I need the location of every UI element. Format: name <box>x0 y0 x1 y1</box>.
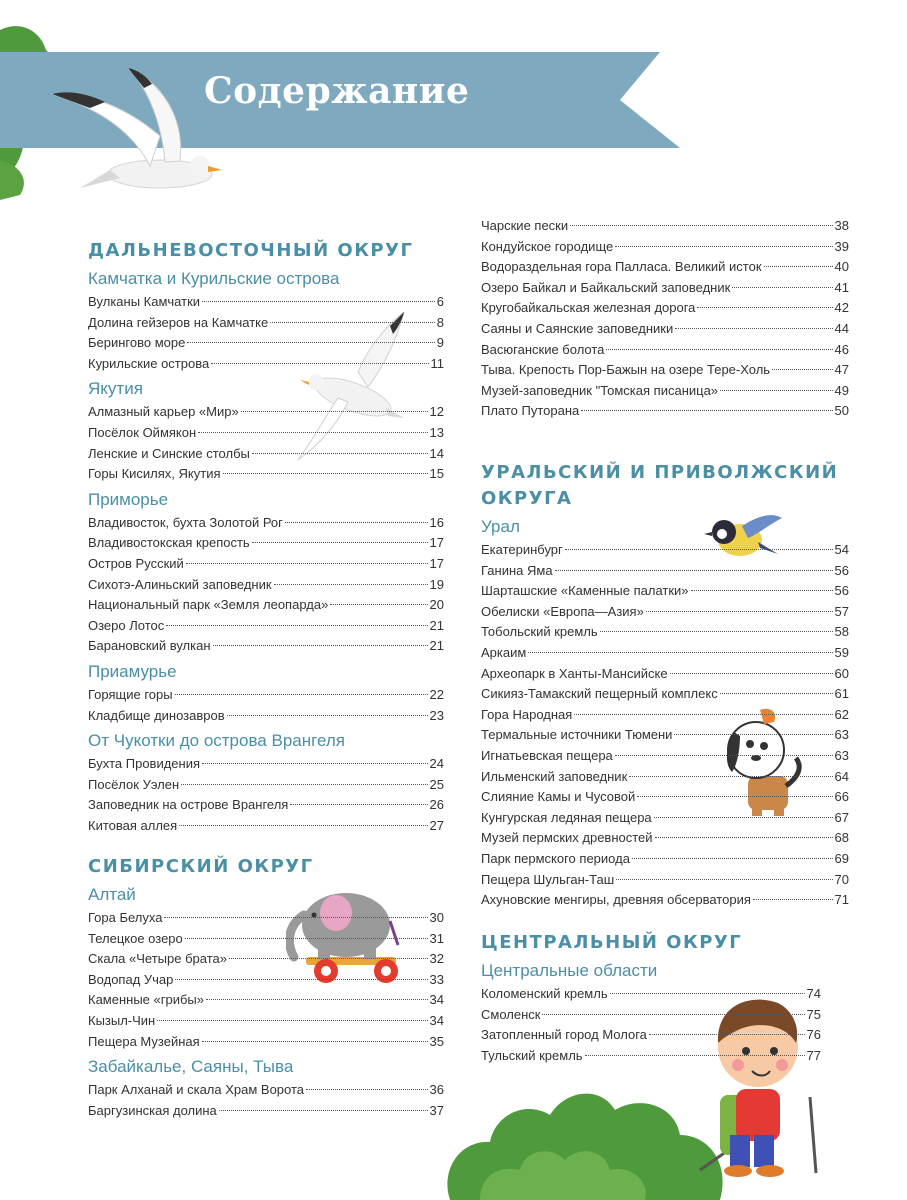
dot-leader <box>198 432 427 433</box>
toc-entry[interactable] <box>88 929 444 950</box>
toc-entry[interactable] <box>481 319 849 340</box>
toc-entry[interactable] <box>481 890 849 911</box>
dot-leader <box>646 611 833 612</box>
entry-title: Кондуйское городище <box>481 238 614 254</box>
entry-page: 69 <box>834 850 849 866</box>
toc-entry[interactable] <box>481 1046 821 1067</box>
dot-leader <box>732 287 832 288</box>
dot-leader <box>655 837 833 838</box>
dot-leader <box>187 342 434 343</box>
entry-page: 62 <box>834 706 849 722</box>
entry-title: Сикияз-Тамакский пещерный комплекс <box>481 686 718 702</box>
toc-entry[interactable] <box>481 664 849 685</box>
toc-entry[interactable] <box>481 684 849 705</box>
entry-page: 20 <box>429 597 444 613</box>
toc-entry[interactable] <box>88 444 444 465</box>
toc-entry[interactable] <box>481 870 849 891</box>
dot-leader <box>570 225 832 226</box>
dot-leader <box>229 958 428 959</box>
entry-title: Озеро Лотос <box>88 617 165 633</box>
entry-title: Ильменский заповедник <box>481 768 628 784</box>
dot-leader <box>179 825 427 826</box>
toc-entry[interactable] <box>481 622 849 643</box>
entry-page: 58 <box>834 624 849 640</box>
toc-entry[interactable] <box>88 636 444 657</box>
entry-page: 22 <box>429 686 444 702</box>
entry-title: Тульский кремль <box>481 1047 583 1063</box>
entry-title: Пещера Шульган-Таш <box>481 871 615 887</box>
entry-page: 25 <box>429 776 444 792</box>
entry-page: 75 <box>806 1006 821 1022</box>
entry-title: Музей пермских древностей <box>481 830 653 846</box>
dot-leader <box>185 938 428 939</box>
entry-title: Обелиски «Европа—Азия» <box>481 603 644 619</box>
dot-leader <box>252 453 428 454</box>
toc-entry[interactable] <box>88 616 444 637</box>
entry-title: Скала «Четыре брата» <box>88 951 227 967</box>
region-heading: Приморье <box>88 489 169 509</box>
entry-title: Саяны и Саянские заповедники <box>481 320 674 336</box>
entry-title: Кунгурская ледяная пещера <box>481 809 652 825</box>
toc-entry[interactable] <box>481 705 849 726</box>
dot-leader <box>697 307 832 308</box>
entry-page: 16 <box>429 514 444 530</box>
entry-page: 49 <box>834 382 849 398</box>
entry-title: Тыва. Крепость Пор-Бажын на озере Тере-Холь <box>481 362 771 378</box>
toc-entry[interactable] <box>88 575 444 596</box>
toc-entry[interactable] <box>481 216 849 237</box>
dot-leader <box>615 246 832 247</box>
entry-title: Остров Русский <box>88 555 184 571</box>
toc-entry[interactable] <box>88 775 444 796</box>
dot-leader <box>186 563 428 564</box>
entry-page: 71 <box>834 892 849 908</box>
toc-entry[interactable] <box>88 595 444 616</box>
entry-page: 17 <box>429 555 444 571</box>
region-heading: Урал <box>481 517 520 536</box>
far-east-section <box>88 238 444 836</box>
toc-entry[interactable] <box>481 849 849 870</box>
toc-entry[interactable] <box>88 754 444 775</box>
dot-leader <box>606 349 832 350</box>
toc-entry[interactable] <box>481 828 849 849</box>
entry-title: Пещера Музейная <box>88 1033 200 1049</box>
page-title: Содержание <box>204 70 470 112</box>
toc-entry[interactable] <box>481 278 849 299</box>
district-heading-line1: УРАЛЬСКИЙ И ПРИВОЛЖСКИЙ <box>481 462 839 483</box>
entry-page: 61 <box>834 686 849 702</box>
entry-page: 66 <box>834 789 849 805</box>
toc-entry[interactable] <box>481 767 849 788</box>
entry-page: 9 <box>436 335 444 351</box>
dot-leader <box>175 694 428 695</box>
entry-page: 56 <box>834 562 849 578</box>
entry-page: 59 <box>834 644 849 660</box>
region-heading: Камчатка и Курильские острова <box>88 269 340 288</box>
toc-entry[interactable] <box>88 402 444 423</box>
dot-leader <box>227 715 428 716</box>
entry-title: Сихотэ-Алиньский заповедник <box>88 576 272 592</box>
entry-page: 60 <box>834 665 849 681</box>
toc-entry[interactable] <box>481 581 849 602</box>
dot-leader <box>528 652 832 653</box>
entry-title: Курильские острова <box>88 355 210 371</box>
entry-page: 38 <box>834 218 849 233</box>
entry-page: 44 <box>834 320 849 336</box>
toc-entry[interactable] <box>88 795 444 816</box>
toc-entry[interactable] <box>88 949 444 970</box>
dot-leader <box>252 542 428 543</box>
entry-page: 64 <box>834 768 849 784</box>
entry-title: Затопленный город Молога <box>481 1027 647 1043</box>
entry-page: 8 <box>436 314 444 330</box>
district-heading: СИБИРСКИЙ ОКРУГ <box>88 856 314 877</box>
toc-entry[interactable] <box>481 1025 821 1046</box>
entry-title: Водораздельная гора Палласа. Великий исток <box>481 259 762 275</box>
region-heading: Центральные области <box>481 961 658 980</box>
toc-entry[interactable] <box>88 333 444 354</box>
dot-leader <box>211 363 428 364</box>
toc-entry[interactable] <box>88 970 444 991</box>
dot-leader <box>675 328 832 329</box>
dot-leader <box>720 390 832 391</box>
siberia-continued-section <box>481 216 849 422</box>
toc-entry[interactable] <box>88 1101 444 1122</box>
entry-page: 39 <box>834 238 849 254</box>
region-heading: Якутия <box>88 379 143 399</box>
entry-title: Посёлок Оймякон <box>88 424 197 440</box>
dot-leader <box>581 410 832 411</box>
dot-leader <box>720 693 833 694</box>
tree-bottom <box>440 1080 730 1200</box>
toc-entry[interactable] <box>88 706 444 727</box>
entry-page: 12 <box>429 404 444 420</box>
dot-leader <box>574 714 832 715</box>
toc-entry[interactable] <box>481 984 821 1005</box>
dot-leader <box>213 645 428 646</box>
entry-title: Ганина Яма <box>481 562 553 578</box>
entry-title: Берингово море <box>88 335 186 351</box>
dot-leader <box>330 604 427 605</box>
entry-page: 40 <box>834 259 849 275</box>
toc-entry[interactable] <box>481 602 849 623</box>
entry-page: 14 <box>429 445 444 461</box>
entry-page: 70 <box>834 871 849 887</box>
entry-page: 68 <box>834 830 849 846</box>
entry-title: Археопарк в Ханты-Мансийске <box>481 665 668 681</box>
toc-entry[interactable] <box>481 561 849 582</box>
entry-title: Телецкое озеро <box>88 930 183 946</box>
entry-page: 23 <box>429 707 444 723</box>
toc-entry[interactable] <box>481 298 849 319</box>
dot-leader <box>285 522 428 523</box>
entry-title: Алмазный карьер «Мир» <box>88 404 239 420</box>
entry-page: 30 <box>429 910 444 925</box>
entry-title: Парк пермского периода <box>481 850 630 866</box>
district-heading <box>481 460 849 512</box>
dot-leader <box>270 322 435 323</box>
entry-title: Васюганские болота <box>481 341 605 357</box>
entry-page: 67 <box>834 809 849 825</box>
dot-leader <box>637 796 832 797</box>
toc-entry[interactable] <box>88 990 444 1011</box>
toc-entry[interactable] <box>88 354 444 375</box>
entry-title: Ахуновские менгиры, древняя обсерватория <box>481 892 751 908</box>
dot-leader <box>585 1055 805 1056</box>
dot-leader <box>555 570 833 571</box>
toc-entry[interactable] <box>88 1032 444 1053</box>
entry-title: Водопад Учар <box>88 971 174 987</box>
toc-entry[interactable] <box>88 513 444 534</box>
dot-leader <box>629 776 832 777</box>
entry-title: Горы Кисилях, Якутия <box>88 466 221 482</box>
region-heading: От Чукотки до острова Врангеля <box>88 731 345 751</box>
toc-entry[interactable] <box>88 423 444 444</box>
toc-entry[interactable] <box>88 1080 444 1101</box>
entry-title: Шарташские «Каменные палатки» <box>481 583 689 599</box>
entry-title: Гора Народная <box>481 706 573 722</box>
entry-page: 77 <box>806 1047 821 1063</box>
dot-leader <box>542 1014 804 1015</box>
dot-leader <box>241 411 428 412</box>
dot-leader <box>764 266 833 267</box>
toc-entry[interactable] <box>88 816 444 837</box>
toc-entry[interactable] <box>88 313 444 334</box>
toc-entry[interactable] <box>88 533 444 554</box>
toc-entry[interactable] <box>481 257 849 278</box>
dot-leader <box>206 999 428 1000</box>
dot-leader <box>674 734 832 735</box>
dot-leader <box>202 1041 428 1042</box>
entry-title: Игнатьевская пещера <box>481 747 613 763</box>
entry-page: 54 <box>834 542 849 557</box>
entry-page: 37 <box>429 1102 444 1118</box>
toc-entry[interactable] <box>481 401 849 422</box>
entry-title: Чарские пески <box>481 218 569 233</box>
entry-title: Горящие горы <box>88 686 173 702</box>
toc-entry[interactable] <box>88 685 444 706</box>
ural-volga-section <box>481 460 849 911</box>
entry-page: 33 <box>429 971 444 987</box>
entry-page: 32 <box>429 951 444 967</box>
entry-title: Кругобайкальская железная дорога <box>481 300 696 316</box>
dot-leader <box>670 673 833 674</box>
dot-leader <box>654 817 833 818</box>
entry-title: Барановский вулкан <box>88 638 211 654</box>
entry-page: 17 <box>429 535 444 551</box>
dot-leader <box>157 1020 427 1021</box>
seagull-icon <box>50 66 225 196</box>
toc-entry[interactable] <box>481 237 849 258</box>
entry-title: Бухта Провидения <box>88 756 201 772</box>
entry-page: 34 <box>429 1012 444 1028</box>
entry-title: Кладбище динозавров <box>88 707 225 723</box>
entry-title: Слияние Камы и Чусовой <box>481 789 636 805</box>
toc-entry[interactable] <box>481 381 849 402</box>
district-heading: ДАЛЬНЕВОСТОЧНЫЙ ОКРУГ <box>88 240 414 261</box>
dot-leader <box>306 1089 428 1090</box>
entry-page: 36 <box>429 1082 444 1098</box>
dot-leader <box>274 584 428 585</box>
region-heading: Алтай <box>88 885 136 904</box>
entry-title: Смоленск <box>481 1006 541 1022</box>
dot-leader <box>290 804 427 805</box>
entry-title: Гора Белуха <box>88 910 163 925</box>
entry-page: 76 <box>806 1027 821 1043</box>
siberia-section <box>88 854 444 1121</box>
entry-page: 21 <box>429 638 444 654</box>
entry-title: Кызыл-Чин <box>88 1012 156 1028</box>
dot-leader <box>164 917 427 918</box>
region-heading: Приамурье <box>88 661 177 681</box>
entry-title: Тобольский кремль <box>481 624 598 640</box>
dot-leader <box>223 473 428 474</box>
entry-title: Ленские и Синские столбы <box>88 445 250 461</box>
dot-leader <box>181 784 427 785</box>
entry-page: 11 <box>430 355 444 371</box>
central-section <box>481 930 849 1066</box>
toc-entry[interactable] <box>88 908 444 929</box>
toc-entry[interactable] <box>481 360 849 381</box>
entry-title: Вулканы Камчатки <box>88 294 201 309</box>
entry-page: 63 <box>834 727 849 743</box>
entry-page: 57 <box>834 603 849 619</box>
entry-title: Посёлок Уэлен <box>88 776 180 792</box>
toc-entry[interactable] <box>481 787 849 808</box>
entry-page: 27 <box>429 817 444 833</box>
dot-leader <box>632 858 833 859</box>
entry-title: Китовая аллея <box>88 817 178 833</box>
toc-entry[interactable] <box>88 464 444 485</box>
entry-page: 63 <box>834 747 849 763</box>
entry-title: Заповедник на острове Врангеля <box>88 797 289 813</box>
toc-entry[interactable] <box>481 643 849 664</box>
dot-leader <box>175 979 427 980</box>
entry-page: 74 <box>806 986 821 1001</box>
entry-page: 35 <box>429 1033 444 1049</box>
entry-title: Екатеринбург <box>481 542 563 557</box>
dot-leader <box>772 369 832 370</box>
dot-leader <box>616 879 832 880</box>
entry-page: 6 <box>436 294 444 309</box>
entry-page: 50 <box>834 403 849 419</box>
toc-entry[interactable] <box>481 746 849 767</box>
toc-entry[interactable] <box>481 340 849 361</box>
dot-leader <box>202 763 428 764</box>
toc-entry[interactable] <box>88 554 444 575</box>
toc-entry[interactable] <box>481 808 849 829</box>
entry-title: Владивостокская крепость <box>88 535 250 551</box>
dot-leader <box>753 899 833 900</box>
entry-title: Коломенский кремль <box>481 986 608 1001</box>
dot-leader <box>610 993 805 994</box>
entry-title: Национальный парк «Земля леопарда» <box>88 597 329 613</box>
toc-entry[interactable] <box>88 292 444 313</box>
dot-leader <box>600 631 833 632</box>
dot-leader <box>615 755 833 756</box>
entry-page: 46 <box>834 341 849 357</box>
entry-title: Долина гейзеров на Камчатке <box>88 314 269 330</box>
dot-leader <box>219 1110 428 1111</box>
entry-title: Музей-заповедник "Томская писаница» <box>481 382 719 398</box>
entry-page: 34 <box>429 992 444 1008</box>
entry-title: Каменные «грибы» <box>88 992 204 1008</box>
entry-page: 41 <box>834 279 849 295</box>
entry-title: Владивосток, бухта Золотой Рог <box>88 514 283 530</box>
entry-page: 19 <box>429 576 444 592</box>
dot-leader <box>202 301 435 302</box>
entry-page: 56 <box>834 583 849 599</box>
entry-page: 21 <box>429 617 444 633</box>
entry-page: 31 <box>429 930 444 946</box>
district-heading: ЦЕНТРАЛЬНЫЙ ОКРУГ <box>481 932 743 953</box>
entry-title: Баргузинская долина <box>88 1102 217 1118</box>
toc-entry[interactable] <box>481 540 849 561</box>
region-heading: Забайкалье, Саяны, Тыва <box>88 1057 294 1077</box>
entry-title: Озеро Байкал и Байкальский заповедник <box>481 279 731 295</box>
entry-page: 13 <box>429 424 444 440</box>
entry-title: Аркаим <box>481 644 527 660</box>
entry-page: 42 <box>834 300 849 316</box>
dot-leader <box>166 625 427 626</box>
dot-leader <box>565 549 833 550</box>
entry-page: 15 <box>429 466 444 482</box>
entry-title: Плато Путорана <box>481 403 580 419</box>
toc-entry[interactable] <box>481 725 849 746</box>
dot-leader <box>691 590 833 591</box>
entry-page: 47 <box>834 362 849 378</box>
entry-page: 24 <box>429 756 444 772</box>
entry-page: 26 <box>429 797 444 813</box>
toc-entry[interactable] <box>88 1011 444 1032</box>
district-heading-line2: ОКРУГА <box>481 488 573 509</box>
entry-title: Парк Алханай и скала Храм Ворота <box>88 1082 305 1098</box>
toc-entry[interactable] <box>481 1005 821 1026</box>
dot-leader <box>649 1034 805 1035</box>
entry-title: Термальные источники Тюмени <box>481 727 673 743</box>
